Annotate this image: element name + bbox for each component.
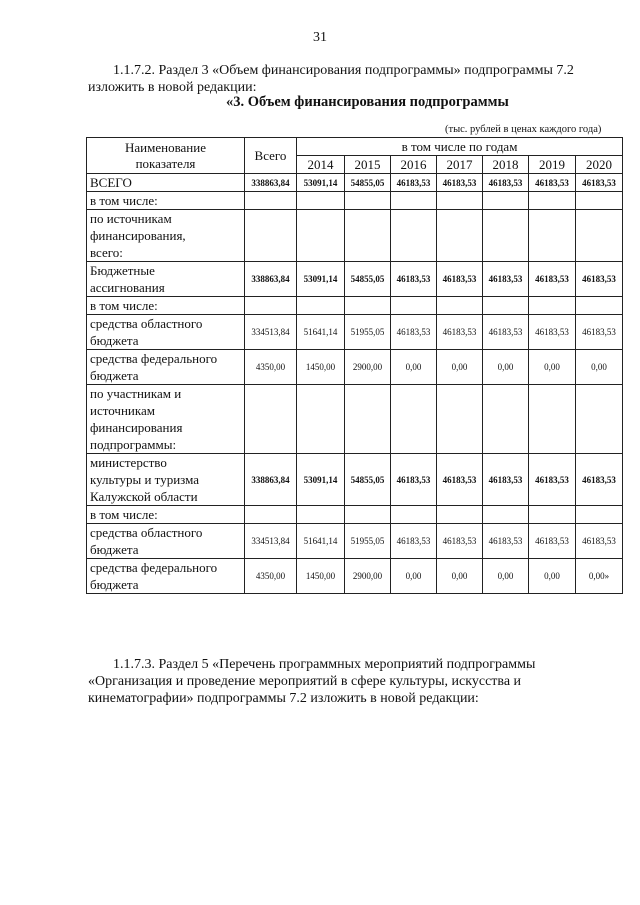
cell-year-value [437,297,483,315]
cell-year-value [345,385,391,454]
cell-year-value: 0,00 [576,350,623,385]
page-number: 31 [313,30,327,45]
table-row [87,262,623,297]
row-label-line: ВСЕГО [90,175,132,190]
cell-year-value: 46183,53 [576,262,623,297]
cell-year-value [437,506,483,524]
cell-year-value: 1450,00 [297,350,345,385]
cell-year-value: 53091,14 [297,174,345,192]
cell-year-value: 46183,53 [576,524,623,559]
cell-year-value [529,210,576,262]
cell-year-value: 46183,53 [483,174,529,192]
cell-year-value [576,385,623,454]
paragraph-1-1-7-2 [88,62,604,96]
table-row [87,174,623,192]
row-label-line: в том числе: [90,507,158,522]
row-label-line: Бюджетные [90,263,155,278]
row-label-line: бюджета [90,368,139,383]
cell-year-value [437,385,483,454]
cell-year-value [529,192,576,210]
cell-year-value: 46183,53 [391,174,437,192]
cell-year-value: 46183,53 [391,454,437,506]
row-label-line: финансирования, [90,228,186,243]
row-label [87,350,245,385]
cell-year-value [529,385,576,454]
cell-year-value [483,210,529,262]
header-year: 2020 [576,156,623,174]
cell-year-value: 46183,53 [391,262,437,297]
row-label [87,210,245,262]
cell-year-value [576,506,623,524]
cell-year-value: 46183,53 [529,262,576,297]
cell-year-value: 0,00 [529,559,576,594]
row-label-line: средства областного [90,316,203,331]
cell-year-value: 0,00 [483,559,529,594]
paragraph-line: «Организация и проведение мероприятий в сфере культуры, искусства и [88,674,522,689]
paragraph-line: 1.1.7.3. Раздел 5 «Перечень программных мероприятий подпрограммы [113,657,536,672]
cell-year-value: 46183,53 [437,174,483,192]
cell-year-value: 54855,05 [345,174,391,192]
table-row [87,192,623,210]
cell-year-value: 51641,14 [297,524,345,559]
cell-year-value [576,192,623,210]
cell-year-value: 54855,05 [345,454,391,506]
cell-total: 4350,00 [245,350,297,385]
cell-year-value [391,506,437,524]
cell-year-value [297,210,345,262]
cell-total: 338863,84 [245,262,297,297]
table-row [87,524,623,559]
cell-year-value [345,506,391,524]
row-label-line: Калужской области [90,489,198,504]
cell-year-value: 1450,00 [297,559,345,594]
table-row [87,506,623,524]
row-label-line: бюджета [90,577,139,592]
cell-year-value: 0,00 [437,350,483,385]
cell-year-value [391,210,437,262]
financing-table [86,137,623,594]
row-label-line: в том числе: [90,193,158,208]
row-label [87,192,245,210]
cell-year-value [297,385,345,454]
cell-total [245,297,297,315]
cell-year-value [529,506,576,524]
cell-total [245,210,297,262]
table-row [87,297,623,315]
cell-year-value [297,297,345,315]
row-label [87,559,245,594]
row-label-line: подпрограммы: [90,437,177,452]
row-label-line: всего: [90,245,123,260]
table-row [87,315,623,350]
cell-total: 334513,84 [245,315,297,350]
cell-year-value: 46183,53 [437,524,483,559]
row-label-line: министерство [90,455,167,470]
row-label [87,454,245,506]
cell-year-value: 51955,05 [345,524,391,559]
paragraph-line: 1.1.7.2. Раздел 3 «Объем финансирования подпрограммы» подпрограммы 7.2 [113,63,574,78]
header-years-group: в том числе по годам [297,138,623,156]
section-heading: «3. Объем финансирования подпрограммы [226,94,509,110]
cell-year-value: 2900,00 [345,559,391,594]
cell-year-value [483,192,529,210]
row-label-line: источникам [90,403,155,418]
row-label-line: ассигнования [90,280,165,295]
cell-total [245,385,297,454]
row-label [87,524,245,559]
table-row [87,454,623,506]
cell-year-value [345,210,391,262]
header-indicator-name: Наименование показателя [87,138,245,174]
cell-year-value: 54855,05 [345,262,391,297]
cell-year-value: 46183,53 [437,315,483,350]
cell-year-value: 2900,00 [345,350,391,385]
row-label-line: бюджета [90,333,139,348]
row-label-line: по участникам и [90,386,182,401]
cell-year-value [576,210,623,262]
cell-year-value: 0,00 [529,350,576,385]
header-year: 2018 [483,156,529,174]
cell-year-value: 46183,53 [576,454,623,506]
cell-year-value [391,192,437,210]
row-label-line: бюджета [90,542,139,557]
cell-year-value: 46183,53 [483,262,529,297]
row-label [87,297,245,315]
cell-year-value [529,297,576,315]
cell-year-value [345,192,391,210]
cell-total: 338863,84 [245,454,297,506]
cell-year-value: 46183,53 [529,315,576,350]
cell-year-value: 46183,53 [483,454,529,506]
header-total: Всего [245,138,297,174]
cell-year-value: 0,00 [483,350,529,385]
row-label [87,315,245,350]
header-year: 2019 [529,156,576,174]
paragraph-line: кинематографии» подпрограммы 7.2 изложить в новой редакции: [88,691,479,706]
row-label-line: в том числе: [90,298,158,313]
row-label-line: средства федерального [90,560,218,575]
row-label [87,506,245,524]
cell-year-value: 46183,53 [529,454,576,506]
paragraph-1-1-7-3 [88,656,604,707]
cell-year-value: 53091,14 [297,262,345,297]
row-label-line: средства областного [90,525,203,540]
row-label [87,385,245,454]
row-label-line: культуры и туризма [90,472,200,487]
cell-year-value [391,385,437,454]
cell-year-value: 46183,53 [576,174,623,192]
table-row [87,385,623,454]
row-label [87,262,245,297]
cell-year-value: 46183,53 [391,315,437,350]
header-year: 2016 [391,156,437,174]
table-row [87,559,623,594]
cell-year-value [437,210,483,262]
cell-year-value: 46183,53 [391,524,437,559]
cell-year-value: 46183,53 [576,315,623,350]
cell-year-value [437,192,483,210]
cell-total: 338863,84 [245,174,297,192]
cell-year-value: 0,00 [391,559,437,594]
cell-year-value: 51641,14 [297,315,345,350]
cell-year-value: 51955,05 [345,315,391,350]
row-label [87,174,245,192]
header-year: 2015 [345,156,391,174]
cell-year-value: 0,00 [391,350,437,385]
cell-year-value [297,192,345,210]
cell-year-value: 53091,14 [297,454,345,506]
row-label-line: по источникам [90,211,172,226]
cell-year-value [576,297,623,315]
cell-year-value [391,297,437,315]
cell-year-value [297,506,345,524]
paragraph-line: изложить в новой редакции: [88,80,257,95]
table-row [87,350,623,385]
cell-year-value: 0,00 [437,559,483,594]
table-row [87,210,623,262]
cell-year-value: 0,00» [576,559,623,594]
header-year: 2014 [297,156,345,174]
cell-total [245,506,297,524]
cell-year-value [345,297,391,315]
cell-year-value [483,506,529,524]
cell-year-value: 46183,53 [529,524,576,559]
cell-total: 4350,00 [245,559,297,594]
row-label-line: средства федерального [90,351,218,366]
row-label-line: финансирования [90,420,183,435]
cell-year-value [483,297,529,315]
cell-total: 334513,84 [245,524,297,559]
cell-year-value [483,385,529,454]
cell-total [245,192,297,210]
cell-year-value: 46183,53 [483,315,529,350]
cell-year-value: 46183,53 [529,174,576,192]
cell-year-value: 46183,53 [483,524,529,559]
cell-year-value: 46183,53 [437,454,483,506]
cell-year-value: 46183,53 [437,262,483,297]
header-year: 2017 [437,156,483,174]
unit-note: (тыс. рублей в ценах каждого года) [445,124,602,135]
